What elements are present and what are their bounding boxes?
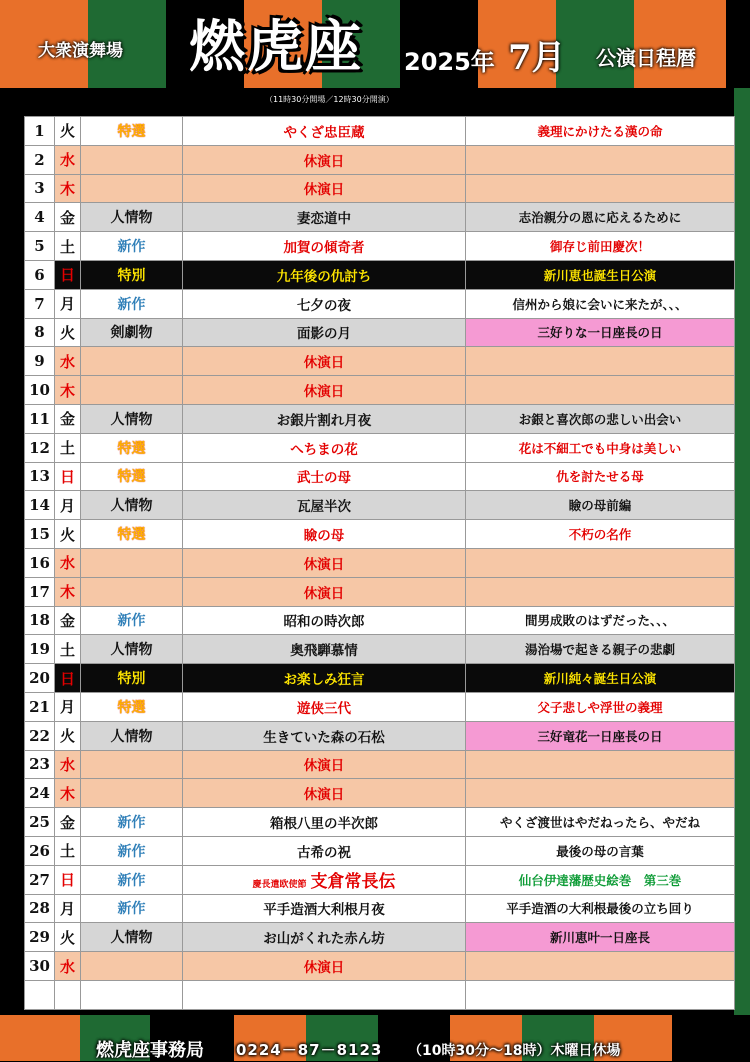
- weekday: 木: [55, 174, 81, 203]
- title: お山がくれた赤ん坊: [183, 923, 466, 952]
- weekday: 金: [55, 606, 81, 635]
- day-number: 6: [25, 260, 55, 289]
- weekday: 月: [55, 692, 81, 721]
- schedule-row: [25, 894, 735, 923]
- subtitle: 湯治場で起きる親子の悲劇: [466, 635, 735, 664]
- day-number: 15: [25, 520, 55, 549]
- subtitle: 御存じ前田慶次！: [466, 232, 735, 261]
- category: [81, 347, 183, 376]
- title: 奥飛騨慕情: [183, 635, 466, 664]
- calendar-label: 公演日程暦: [596, 46, 696, 70]
- category: 特選: [81, 462, 183, 491]
- blank-cell: [25, 980, 55, 1009]
- weekday: 日: [55, 865, 81, 894]
- weekday: 火: [55, 318, 81, 347]
- title: 休演日: [183, 779, 466, 808]
- category: [81, 779, 183, 808]
- schedule-row: [25, 692, 735, 721]
- office-hours: （10時30分～18時）木曜日休場: [408, 1043, 621, 1059]
- weekday: 木: [55, 376, 81, 405]
- weekday: 日: [55, 664, 81, 693]
- weekday: 水: [55, 347, 81, 376]
- day-number: 14: [25, 491, 55, 520]
- weekday: 水: [55, 548, 81, 577]
- schedule-row: [25, 145, 735, 174]
- title: 平手造酒大利根月夜: [183, 894, 466, 923]
- schedule-row: [25, 117, 735, 146]
- category: [81, 145, 183, 174]
- weekday: 土: [55, 433, 81, 462]
- subtitle: [466, 750, 735, 779]
- venue-type: 大衆演舞場: [38, 41, 123, 61]
- day-number: 30: [25, 952, 55, 981]
- day-number: 13: [25, 462, 55, 491]
- day-number: 7: [25, 289, 55, 318]
- title: 休演日: [183, 750, 466, 779]
- category: 人情物: [81, 721, 183, 750]
- title-main: 支倉常長伝: [310, 872, 396, 893]
- day-number: 22: [25, 721, 55, 750]
- subtitle: 仙台伊達藩歴史絵巻 第三巻: [466, 865, 735, 894]
- day-number: 27: [25, 865, 55, 894]
- weekday: 火: [55, 117, 81, 146]
- subtitle: [466, 577, 735, 606]
- category: 人情物: [81, 203, 183, 232]
- category: 新作: [81, 606, 183, 635]
- day-number: 16: [25, 548, 55, 577]
- title: 休演日: [183, 376, 466, 405]
- subtitle: お銀と喜次郎の悲しい出会い: [466, 404, 735, 433]
- month-label: 7月: [508, 38, 566, 78]
- title: お銀片割れ月夜: [183, 404, 466, 433]
- weekday: 土: [55, 232, 81, 261]
- category: [81, 376, 183, 405]
- day-number: 9: [25, 347, 55, 376]
- office-phone: 0224－87－8123: [236, 1041, 383, 1059]
- theater-logo: 燃虎座: [189, 14, 363, 80]
- schedule-row: [25, 865, 735, 894]
- schedule-row: [25, 520, 735, 549]
- category: [81, 548, 183, 577]
- schedule-row: [25, 347, 735, 376]
- day-number: 20: [25, 664, 55, 693]
- category: [81, 577, 183, 606]
- weekday: 木: [55, 779, 81, 808]
- weekday: 火: [55, 721, 81, 750]
- weekday: 月: [55, 491, 81, 520]
- blank-cell: [466, 980, 735, 1009]
- subtitle: 父子悲しや浮世の義理: [466, 692, 735, 721]
- subtitle: [466, 548, 735, 577]
- title: 七夕の夜: [183, 289, 466, 318]
- weekday: 月: [55, 894, 81, 923]
- day-number: 26: [25, 836, 55, 865]
- subtitle: 最後の母の言葉: [466, 836, 735, 865]
- category: 特別: [81, 664, 183, 693]
- subtitle: 新川恵也誕生日公演: [466, 260, 735, 289]
- weekday: 火: [55, 923, 81, 952]
- schedule-row: [25, 577, 735, 606]
- subtitle: 信州から娘に会いに来たが、、、: [466, 289, 735, 318]
- day-number: 18: [25, 606, 55, 635]
- subtitle: 三好竜花一日座長の日: [466, 721, 735, 750]
- weekday: 金: [55, 808, 81, 837]
- year-label: 2025年: [404, 48, 495, 76]
- category: 人情物: [81, 404, 183, 433]
- schedule-row: [25, 548, 735, 577]
- category: 剣劇物: [81, 318, 183, 347]
- subtitle: 平手造酒の大利根最後の立ち回り: [466, 894, 735, 923]
- subtitle: 間男成敗のはずだった、、、: [466, 606, 735, 635]
- schedule-row: [25, 635, 735, 664]
- weekday: 日: [55, 260, 81, 289]
- schedule-row: [25, 664, 735, 693]
- category: 新作: [81, 232, 183, 261]
- subtitle: 志治親分の恩に応えるために: [466, 203, 735, 232]
- day-number: 23: [25, 750, 55, 779]
- schedule-row: [25, 721, 735, 750]
- blank-cell: [55, 980, 81, 1009]
- title: 休演日: [183, 145, 466, 174]
- title: 休演日: [183, 548, 466, 577]
- subtitle: [466, 779, 735, 808]
- schedule-row: [25, 376, 735, 405]
- title: やくざ忠臣蔵: [183, 117, 466, 146]
- day-number: 3: [25, 174, 55, 203]
- title: 瞼の母: [183, 520, 466, 549]
- blank-cell: [183, 980, 466, 1009]
- category: 新作: [81, 289, 183, 318]
- schedule-table: [24, 116, 735, 1010]
- title: お楽しみ狂言: [183, 664, 466, 693]
- title: 九年後の仇討ち: [183, 260, 466, 289]
- category: 新作: [81, 836, 183, 865]
- subtitle: 仇を討たせる母: [466, 462, 735, 491]
- category: 特選: [81, 117, 183, 146]
- blank-row: [25, 980, 735, 1009]
- weekday: 月: [55, 289, 81, 318]
- category: 特選: [81, 692, 183, 721]
- category: 新作: [81, 865, 183, 894]
- weekday: 水: [55, 750, 81, 779]
- day-number: 25: [25, 808, 55, 837]
- schedule-row: [25, 779, 735, 808]
- category: 特選: [81, 433, 183, 462]
- schedule-row: [25, 606, 735, 635]
- weekday: 水: [55, 952, 81, 981]
- title: 休演日: [183, 174, 466, 203]
- category: [81, 952, 183, 981]
- title: 瓦屋半次: [183, 491, 466, 520]
- category: 人情物: [81, 923, 183, 952]
- schedule-row: [25, 491, 735, 520]
- subtitle: [466, 952, 735, 981]
- title: 休演日: [183, 952, 466, 981]
- subtitle: やくざ渡世はやだねったら、やだね: [466, 808, 735, 837]
- times-note: （11時30分開場／12時30分開演）: [265, 95, 394, 104]
- subtitle: 瞼の母前編: [466, 491, 735, 520]
- weekday: 日: [55, 462, 81, 491]
- weekday: 木: [55, 577, 81, 606]
- day-number: 2: [25, 145, 55, 174]
- title: [183, 865, 466, 894]
- category: 新作: [81, 894, 183, 923]
- subtitle: 義理にかけたる漢の命: [466, 117, 735, 146]
- weekday: 土: [55, 836, 81, 865]
- day-number: 1: [25, 117, 55, 146]
- title: 面影の月: [183, 318, 466, 347]
- title: へちまの花: [183, 433, 466, 462]
- day-number: 8: [25, 318, 55, 347]
- title: 休演日: [183, 577, 466, 606]
- weekday: 金: [55, 203, 81, 232]
- title: 武士の母: [183, 462, 466, 491]
- schedule-row: [25, 750, 735, 779]
- schedule-row: [25, 836, 735, 865]
- day-number: 12: [25, 433, 55, 462]
- day-number: 17: [25, 577, 55, 606]
- title: 休演日: [183, 347, 466, 376]
- subtitle: 三好りな一日座長の日: [466, 318, 735, 347]
- title: 古希の祝: [183, 836, 466, 865]
- subtitle: [466, 347, 735, 376]
- day-number: 4: [25, 203, 55, 232]
- day-number: 24: [25, 779, 55, 808]
- category: 新作: [81, 808, 183, 837]
- category: 人情物: [81, 491, 183, 520]
- day-number: 10: [25, 376, 55, 405]
- schedule-row: [25, 433, 735, 462]
- office-name: 燃虎座事務局: [96, 1040, 204, 1061]
- schedule-row: [25, 808, 735, 837]
- subtitle: 新川恵叶一日座長: [466, 923, 735, 952]
- schedule-row: [25, 404, 735, 433]
- category: 特別: [81, 260, 183, 289]
- title: 生きていた森の石松: [183, 721, 466, 750]
- title: 箱根八里の半次郎: [183, 808, 466, 837]
- weekday: 水: [55, 145, 81, 174]
- day-number: 21: [25, 692, 55, 721]
- schedule-row: [25, 289, 735, 318]
- day-number: 11: [25, 404, 55, 433]
- schedule-row: [25, 923, 735, 952]
- schedule-row: [25, 203, 735, 232]
- title-prefix: 慶長遣欧使節: [252, 880, 307, 891]
- subtitle: 不朽の名作: [466, 520, 735, 549]
- subtitle: [466, 174, 735, 203]
- day-number: 29: [25, 923, 55, 952]
- blank-cell: [81, 980, 183, 1009]
- schedule-row: [25, 462, 735, 491]
- title: 遊侠三代: [183, 692, 466, 721]
- weekday: 火: [55, 520, 81, 549]
- title: 昭和の時次郎: [183, 606, 466, 635]
- day-number: 28: [25, 894, 55, 923]
- schedule-row: [25, 318, 735, 347]
- side-stripe: [734, 88, 750, 1015]
- category: 特選: [81, 520, 183, 549]
- weekday: 金: [55, 404, 81, 433]
- schedule-row: [25, 232, 735, 261]
- subtitle: [466, 376, 735, 405]
- title: 妻恋道中: [183, 203, 466, 232]
- weekday: 土: [55, 635, 81, 664]
- schedule-row: [25, 952, 735, 981]
- category: [81, 750, 183, 779]
- category: 人情物: [81, 635, 183, 664]
- category: [81, 174, 183, 203]
- subtitle: [466, 145, 735, 174]
- subtitle: 花は不細工でも中身は美しい: [466, 433, 735, 462]
- schedule-row: [25, 174, 735, 203]
- schedule-row: [25, 260, 735, 289]
- day-number: 5: [25, 232, 55, 261]
- subtitle: 新川純々誕生日公演: [466, 664, 735, 693]
- title: 加賀の傾奇者: [183, 232, 466, 261]
- day-number: 19: [25, 635, 55, 664]
